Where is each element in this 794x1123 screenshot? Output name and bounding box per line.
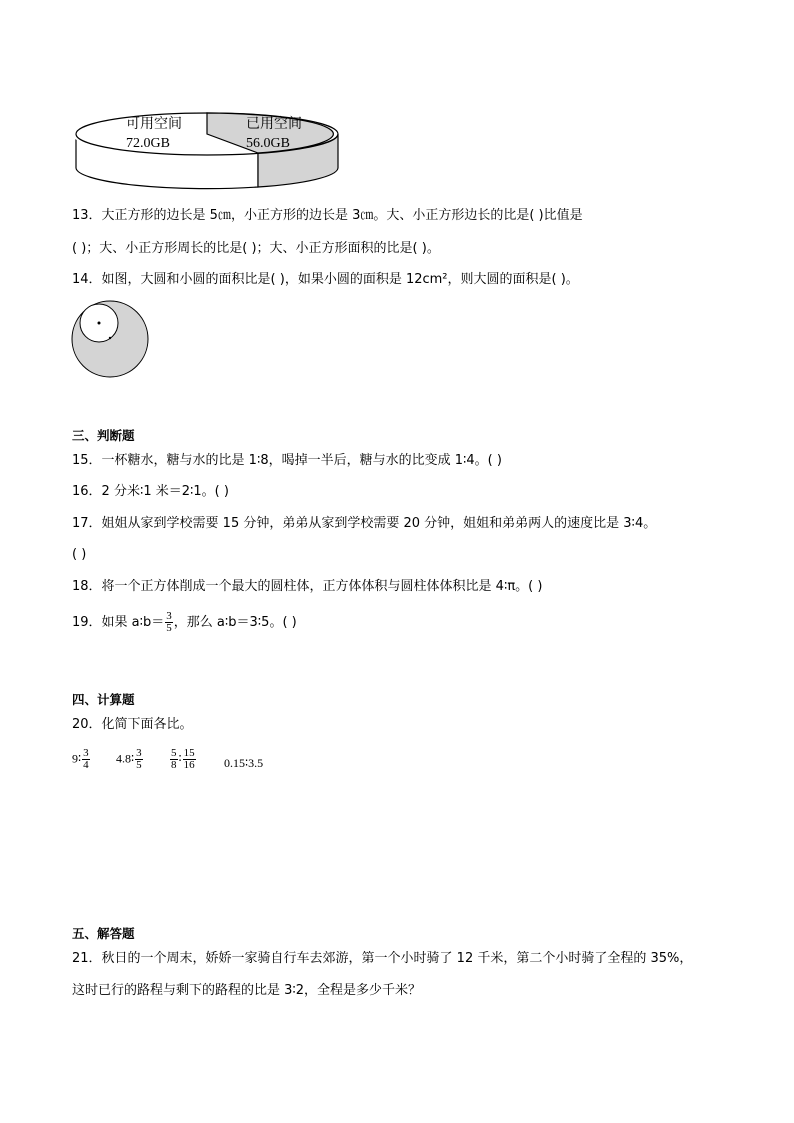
question-19-suffix: ，那么 a∶b＝3∶5。( ) bbox=[173, 615, 297, 630]
expr3-fraction-1 bbox=[170, 748, 178, 771]
section-5-title: 五、解答题 bbox=[72, 926, 135, 941]
question-21-line2: 这时已行的路程与剩下的路程的比是 3∶2，全程是多少千米？ bbox=[72, 983, 422, 998]
expression-3 bbox=[169, 748, 197, 771]
expr2-den: 5 bbox=[136, 759, 142, 771]
circles-figure bbox=[70, 298, 152, 380]
expr3-den1: 8 bbox=[171, 759, 177, 771]
expr3-fraction-2 bbox=[183, 748, 196, 771]
expr1-whole: 9∶ bbox=[72, 751, 82, 766]
expr2-whole: 4.8∶ bbox=[116, 751, 135, 766]
used-space-value: 56.0GB bbox=[246, 136, 290, 151]
free-space-label: 可用空间 bbox=[126, 117, 182, 132]
expr1-den: 4 bbox=[83, 759, 89, 771]
question-17-line1: 17．姐姐从家到学校需要 15 分钟，弟弟从家到学校需要 20 分钟，姐姐和弟弟两人的速度比是 3∶4。 bbox=[72, 516, 657, 531]
tangent-point-dot bbox=[109, 337, 111, 339]
expression-2 bbox=[116, 748, 144, 771]
question-21-line1: 21．秋日的一个周末，娇娇一家骑自行车去郊游，第一个小时骑了 12 千米，第二个小时骑了全程的 35%， bbox=[72, 951, 693, 966]
question-15: 15．一杯糖水，糖与水的比是 1∶8，喝掉一半后，糖与水的比变成 1∶4。( ) bbox=[72, 453, 502, 468]
question-13-line2: ( )；大、小正方形周长的比是( )；大、小正方形面积的比是( )。 bbox=[72, 241, 440, 256]
question-14-line1: 14．如图，大圆和小圆的面积比是( )，如果小圆的面积是 12cm²，则大圆的面积是( )。 bbox=[72, 272, 579, 287]
question-16: 16．2 分米∶1 米＝2∶1。( ) bbox=[72, 484, 229, 499]
free-space-value: 72.0GB bbox=[126, 136, 170, 151]
expr3-num2: 15 bbox=[183, 747, 195, 759]
question-19 bbox=[72, 608, 297, 638]
expr2-fraction bbox=[135, 748, 143, 771]
section-4-title: 四、计算题 bbox=[72, 692, 135, 707]
fraction-denominator: 5 bbox=[166, 622, 172, 634]
question-20: 20．化简下面各比。 bbox=[72, 717, 193, 732]
question-18: 18．将一个正方体削成一个最大的圆柱体，正方体体积与圆柱体体积比是 4∶π。( ) bbox=[72, 579, 543, 594]
small-circle-center-dot bbox=[98, 322, 101, 325]
expr1-fraction bbox=[82, 748, 90, 771]
used-space-label: 已用空间 bbox=[246, 117, 302, 132]
expr3-num1: 5 bbox=[171, 747, 177, 759]
expr2-num: 3 bbox=[136, 747, 142, 759]
expr3-sep: ∶ bbox=[178, 751, 182, 766]
expr3-den2: 16 bbox=[183, 759, 195, 771]
expression-1 bbox=[72, 748, 91, 771]
section-3-title: 三、判断题 bbox=[72, 428, 135, 443]
question-17-line2: ( ) bbox=[72, 547, 87, 562]
fraction-3-5 bbox=[165, 611, 173, 634]
question-13-line1: 13．大正方形的边长是 5㎝，小正方形的边长是 3㎝。大、小正方形边长的比是( )比值是 bbox=[72, 208, 583, 223]
expr1-num: 3 bbox=[83, 747, 89, 759]
expression-4: 0.15∶3.5 bbox=[224, 756, 264, 770]
question-19-prefix: 19．如果 a∶b＝ bbox=[72, 615, 165, 630]
disk-usage-pie-chart bbox=[70, 100, 350, 192]
fraction-numerator: 3 bbox=[166, 610, 172, 622]
